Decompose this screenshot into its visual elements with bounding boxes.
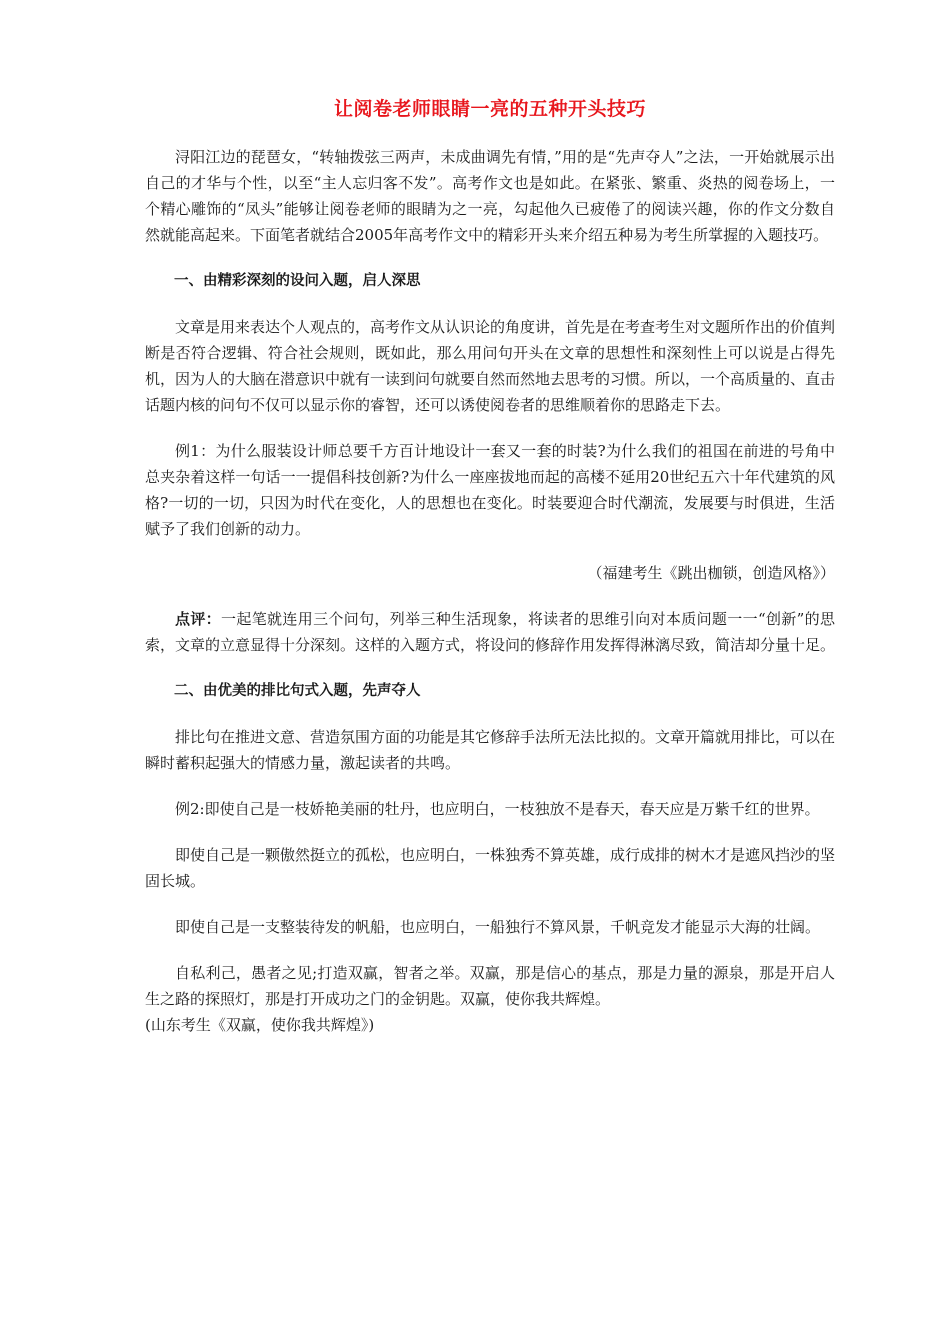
example-2-paragraph-1: 例2:即使自己是一枝娇艳美丽的牡丹，也应明白，一枝独放不是春天，春天应是万紫千红的世界。 [175, 800, 820, 818]
section-heading-1: 一、由精彩深刻的设问入题，启人深思 [174, 273, 421, 289]
comment-paragraph [145, 606, 835, 658]
example-1: 例1：为什么服装设计师总要千方百计地设计一套又一套的时装?为什么我们的祖国在前进的号角中总夹杂着这样一句话一一提倡科技创新?为什么一座座拔地而起的高楼不延用20世纪五六十年代建筑的风格?一切的一切，只因为时代在变化，人的思想也在变化。时装要迎合时代潮流，发展要与时俱进，生活赋予了我们创新的动力。 [145, 442, 835, 538]
intro-paragraph: 浔阳江边的琵琶女，“转轴拨弦三两声，未成曲调先有情，”用的是“先声夺人”之法，一开始就展示出自己的才华与个性，以至“主人忘归客不发”。高考作文也是如此。在紧张、繁重、炎热的阅卷场上，一个精心雕饰的“凤头”能够让阅卷老师的眼睛为之一亮，勾起他久已疲倦了的阅读兴趣，你的作文分数自然就能高起来。下面笔者就结合2005年高考作文中的精彩开头来介绍五种易为考生所掌握的入题技巧。 [145, 148, 835, 244]
example-1-source: （福建考生《跳出枷锁，创造风格》） [587, 564, 835, 582]
comment-text: 一起笔就连用三个问句，列举三种生活现象，将读者的思维引向对本质问题一一“创新”的思索，文章的立意显得十分深刻。这样的入题方式，将设问的修辞作用发挥得淋漓尽致，简洁却分量十足。 [145, 610, 836, 654]
section-2-body: 排比句在推进文意、营造氛围方面的功能是其它修辞手法所无法比拟的。文章开篇就用排比，可以在瞬时蓄积起强大的情感力量，激起读者的共鸣。 [145, 728, 836, 772]
document-page [145, 94, 835, 1038]
example-2-paragraph-2: 即使自己是一颗傲然挺立的孤松，也应明白，一株独秀不算英雄，成行成排的树木才是遮风挡沙的坚固长城。 [145, 846, 836, 890]
section-heading-2: 二、由优美的排比句式入题，先声夺人 [174, 683, 421, 699]
example-2-paragraph-3: 即使自己是一支整装待发的帆船，也应明白，一船独行不算风景，千帆竞发才能显示大海的壮阔。 [175, 918, 821, 936]
section-1-body: 文章是用来表达个人观点的，高考作文从认识论的角度讲，首先是在考查考生对文题所作出的价值判断是否符合逻辑、符合社会规则，既如此，那么用问句开头在文章的思想性和深刻性上可以说是占得先机，因为人的大脑在潜意识中就有一读到问句就要自然而然地去思考的习惯。所以，一个高质量的、直击话题内核的问句不仅可以显示你的睿智，还可以诱使阅卷者的思维顺着你的思路走下去。 [145, 318, 836, 414]
page-title: 让阅卷老师眼睛一亮的五种开头技巧 [333, 98, 646, 120]
example-2-paragraph-4: 自私利己，愚者之见;打造双赢，智者之举。双赢，那是信心的基点，那是力量的源泉，那是开启人生之路的探照灯，那是打开成功之门的金钥匙。双赢，使你我共辉煌。 [145, 964, 835, 1008]
example-2-source: (山东考生《双赢，使你我共辉煌》) [145, 1016, 375, 1034]
comment-label: 点评： [175, 610, 222, 628]
